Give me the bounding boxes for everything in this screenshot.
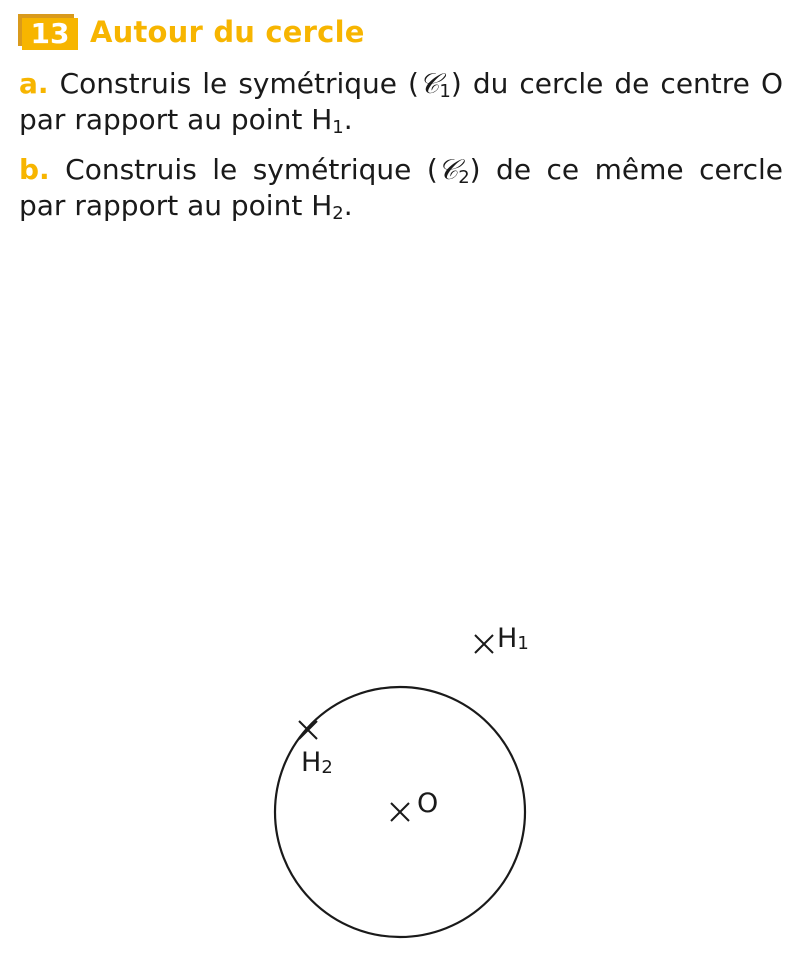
curve-c2-index: 2 xyxy=(458,167,470,188)
curve-c2-symbol: 𝒞 xyxy=(437,153,459,186)
point-h2-label xyxy=(301,747,333,778)
point-h2-subscript: 2 xyxy=(321,757,333,778)
point-h2-cross xyxy=(299,721,317,739)
instruction-b-letter: b. xyxy=(19,153,50,186)
point-h1-index: 1 xyxy=(332,117,344,138)
instruction-a-text-1: Construis le symétrique ( xyxy=(59,67,419,100)
point-h2-index: 2 xyxy=(332,203,344,224)
exercise-title: Autour du cercle xyxy=(90,15,365,49)
instruction-a-text-3: . xyxy=(343,103,353,136)
curve-c1-index: 1 xyxy=(439,81,451,102)
point-h1-letter: H xyxy=(497,623,518,654)
point-h1-label xyxy=(497,623,529,654)
point-o-label: O xyxy=(417,788,439,819)
instruction-a-letter: a. xyxy=(19,67,49,100)
curve-c1-symbol: 𝒞 xyxy=(418,67,440,100)
instruction-b-text-2: ) de ce même cercle par rapport au point H xyxy=(19,153,783,222)
instruction-b-text-3: . xyxy=(343,189,353,222)
instruction-b-text-1: Construis le symétrique ( xyxy=(65,153,438,186)
instruction-a-text-2: ) du cercle de centre O par rapport au point H xyxy=(19,67,783,136)
exercise-number: 13 xyxy=(22,18,78,50)
point-h1-subscript: 1 xyxy=(517,633,529,654)
point-h1-cross xyxy=(475,635,493,653)
point-o-cross xyxy=(391,803,409,821)
point-h2-letter: H xyxy=(301,747,322,778)
